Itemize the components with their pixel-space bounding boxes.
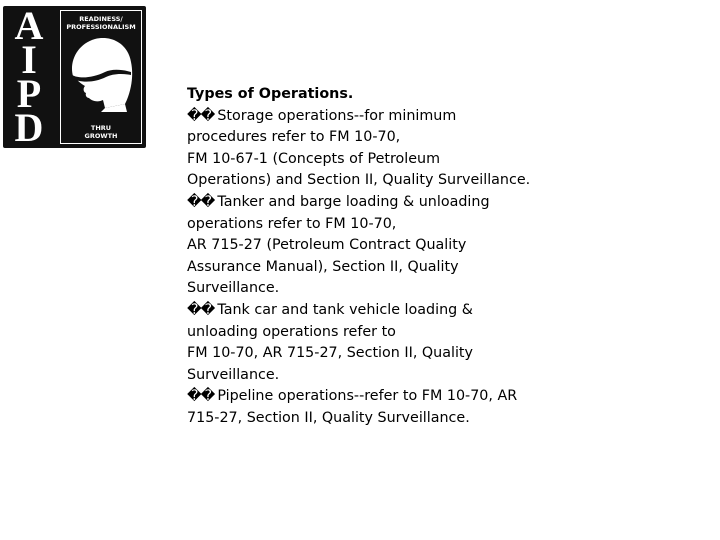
bullet-glyph: ��	[187, 388, 215, 405]
list-item-line: FM 10-70, AR 715-27, Section II, Quality	[187, 345, 473, 362]
bullet-glyph: ��	[187, 193, 215, 210]
list-item-text: Pipeline operations--refer to FM 10-70, AR	[217, 388, 518, 405]
soldier-helmet-silhouette-icon	[65, 32, 137, 112]
logo-bottom-line: THRU	[90, 124, 112, 132]
list-item-line: 715-27, Section II, Quality Surveillance.	[187, 409, 470, 426]
list-item-line: unloading operations refer to	[187, 323, 396, 340]
list-item-line: Surveillance.	[187, 366, 280, 383]
list-item-line: Surveillance.	[187, 280, 280, 297]
list-item-line: Operations) and Section II, Quality Surveillance.	[187, 172, 531, 189]
aipd-logo	[3, 3, 146, 150]
list-item-text: Tank car and tank vehicle loading &	[217, 301, 473, 318]
list-item-text: Tanker and barge loading & unloading	[217, 193, 490, 210]
logo-bottom-text	[61, 124, 141, 140]
logo-letter-p: P	[16, 71, 42, 116]
list-item-line	[187, 106, 547, 128]
list-item-line	[187, 300, 547, 322]
logo-top-line: READINESS/	[79, 15, 123, 23]
logo-bottom-line: GROWTH	[84, 132, 118, 140]
logo-letters	[8, 3, 50, 150]
list-item-pipeline	[187, 386, 547, 429]
logo-letter-i: I	[21, 37, 37, 82]
list-item-line	[187, 192, 547, 214]
document-body	[187, 84, 547, 430]
logo-panel	[60, 10, 142, 144]
list-item-line: Assurance Manual), Section II, Quality	[187, 258, 459, 275]
list-item-storage	[187, 106, 547, 192]
logo-letter-a: A	[14, 3, 44, 48]
logo-letter-d: D	[14, 105, 44, 150]
list-item-line: AR 715-27 (Petroleum Contract Quality	[187, 237, 467, 254]
list-item-line: procedures refer to FM 10-70,	[187, 129, 401, 146]
list-item-text: Storage operations--for minimum	[217, 107, 457, 124]
list-item-line: operations refer to FM 10-70,	[187, 215, 397, 232]
list-item-tank-car	[187, 300, 547, 386]
list-item-line	[187, 386, 547, 408]
list-item-tanker	[187, 192, 547, 300]
section-heading: Types of Operations.	[187, 86, 354, 102]
logo-top-text	[61, 15, 141, 31]
logo-top-line: PROFESSIONALISM	[66, 23, 136, 31]
bullet-glyph: ��	[187, 107, 215, 124]
list-item-line: FM 10-67-1 (Concepts of Petroleum	[187, 150, 441, 167]
bullet-glyph: ��	[187, 301, 215, 318]
